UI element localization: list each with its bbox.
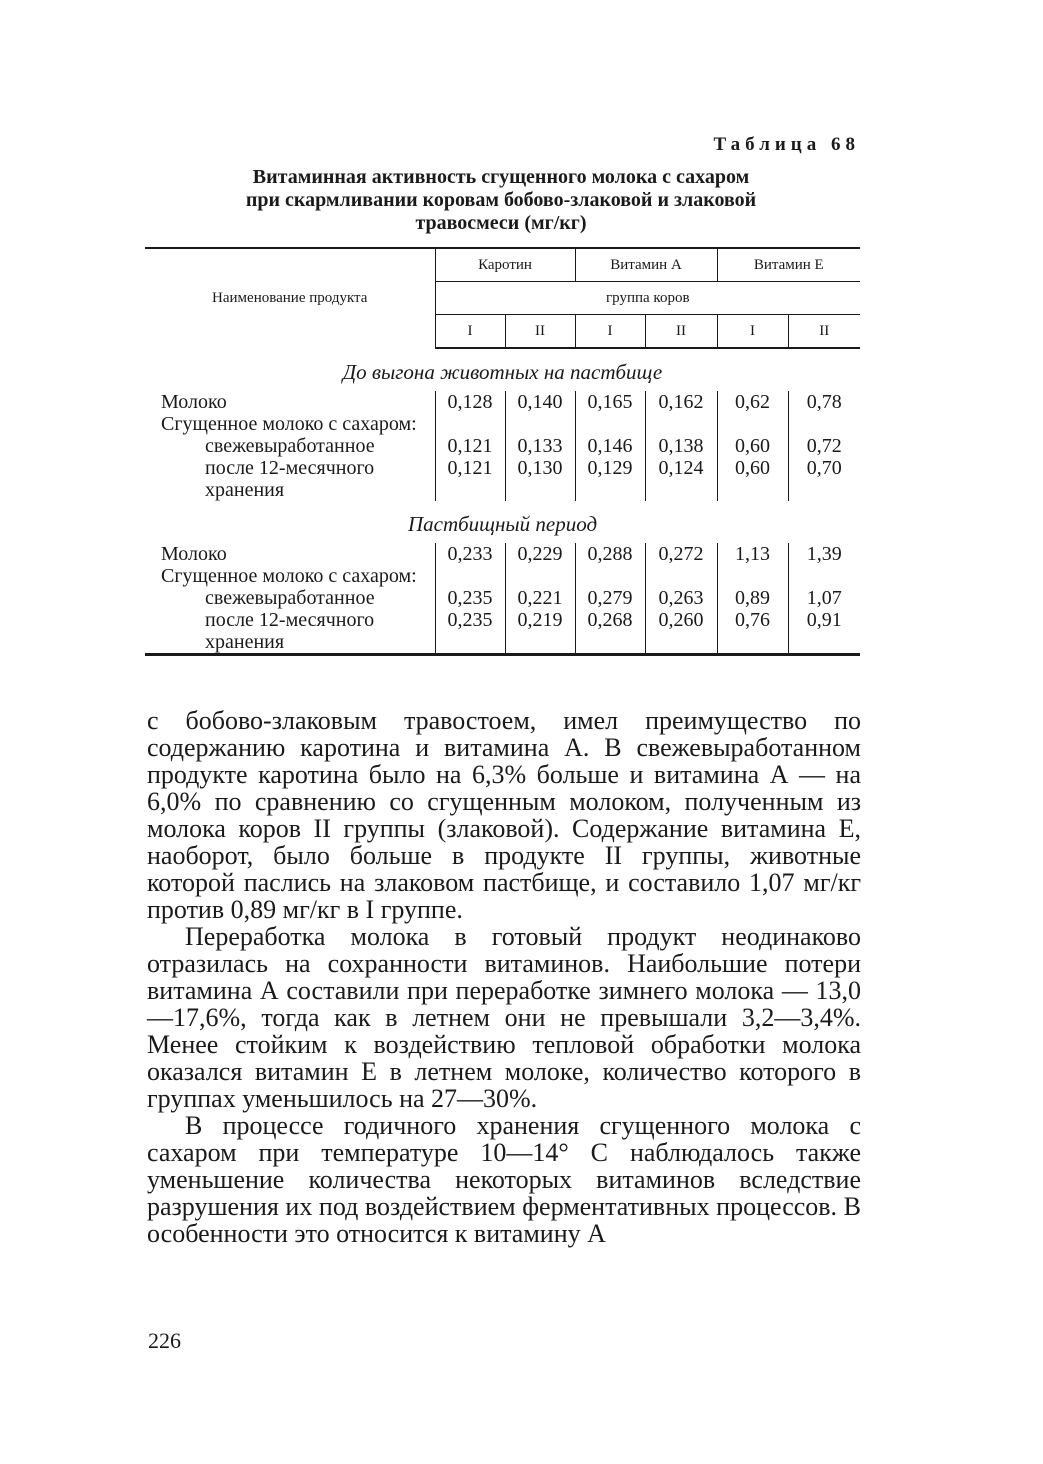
cell-value: 0,133 bbox=[505, 435, 575, 457]
cell-value: 0,165 bbox=[575, 391, 645, 413]
row-name: после 12-месячного хранения bbox=[145, 457, 435, 501]
cell-value: 0,219 bbox=[505, 609, 575, 655]
cell-value: 0,162 bbox=[645, 391, 717, 413]
cell-value: 0,121 bbox=[435, 435, 505, 457]
table-row bbox=[145, 587, 860, 609]
cell-value: 0,60 bbox=[717, 457, 788, 501]
row-name: Сгущенное молоко с сахаром: bbox=[145, 565, 435, 587]
column-header-vitamin-a: Витамин А bbox=[575, 248, 717, 282]
table-row bbox=[145, 413, 860, 435]
row-name: Молоко bbox=[145, 391, 435, 413]
cell-value: 0,260 bbox=[645, 609, 717, 655]
cell-value: 0,89 bbox=[717, 587, 788, 609]
cell-value: 1,07 bbox=[806, 587, 842, 609]
table-row bbox=[145, 391, 860, 413]
cell-value: 0,124 bbox=[645, 457, 717, 501]
cell-value: 0,229 bbox=[505, 543, 575, 565]
paragraph: с бобово-злаковым травостоем, имел преимущество по содержанию каротина и витамина А. В свежевыработанном продукте каротина было на 6,3% больше и витамина А — на 6,0% по сравнению со сгущенным молоком, полученным из молока коров II группы (злаковой). Содержание витамина Е, наоборот, было больше в продукте II группы, животные которой паслись на злаковом пастбище, и составило 1,07 мг/кг против 0,89 мг/кг в I группе. bbox=[147, 706, 861, 924]
table-row bbox=[145, 435, 860, 457]
caption-line-1: Витаминная активность сгущенного молока с сахаром bbox=[252, 166, 750, 188]
section-title: Пастбищный период bbox=[407, 512, 598, 536]
cell-value: 1,13 bbox=[717, 543, 788, 565]
cell-value: 0,272 bbox=[645, 543, 717, 565]
group-label: I bbox=[717, 315, 788, 349]
table-row bbox=[145, 609, 860, 655]
cell-value: 0,129 bbox=[575, 457, 645, 501]
page-number: 226 bbox=[148, 1328, 181, 1353]
cell-value: 0,233 bbox=[435, 543, 505, 565]
cell-value: 0,121 bbox=[435, 457, 505, 501]
row-name: Сгущенное молоко с сахаром: bbox=[145, 413, 435, 435]
cell-value: 0,235 bbox=[435, 609, 505, 655]
paragraph: Переработка молока в готовый продукт неодинаково отразилась на сохранности витаминов. Наибольшие потери витамина А составили при переработке зимнего молока — 13,0—17,6%, тогда как в летнем они не превышали 3,2—3,4%. Менее стойким к воздействию тепловой обработки молока оказался витамин Е в летнем молоке, количество которого в группах уменьшилось на 27—30%. bbox=[147, 922, 861, 1113]
group-label: II bbox=[645, 315, 717, 349]
cell-value: 0,62 bbox=[717, 391, 788, 413]
cell-value: 0,130 bbox=[505, 457, 575, 501]
group-label: II bbox=[788, 315, 860, 349]
cell-value: 0,221 bbox=[505, 587, 575, 609]
group-label: II bbox=[505, 315, 575, 349]
table-caption bbox=[145, 166, 857, 235]
cell-value: 0,140 bbox=[505, 391, 575, 413]
column-header-vitamin-e: Витамин Е bbox=[717, 248, 860, 282]
cell-value: 0,146 bbox=[575, 435, 645, 457]
cell-value: 0,70 bbox=[806, 457, 842, 479]
cell-value: 0,279 bbox=[575, 587, 645, 609]
cell-value: 0,60 bbox=[717, 435, 788, 457]
row-name: свежевыработанное bbox=[145, 435, 435, 457]
row-name: Молоко bbox=[145, 543, 435, 565]
cell-value: 0,91 bbox=[806, 609, 842, 631]
row-name: свежевыработанное bbox=[145, 587, 435, 609]
caption-line-2: при скармливании коровам бобово-злаковой и злаковой bbox=[245, 189, 757, 211]
cell-value: 1,39 bbox=[806, 543, 842, 565]
section-title: До выгона животных на пастбище bbox=[342, 360, 663, 384]
cell-value: 0,72 bbox=[806, 435, 842, 457]
cell-value: 0,78 bbox=[806, 391, 842, 413]
table-label: Таблица 68 bbox=[713, 134, 860, 155]
table-row bbox=[145, 457, 860, 501]
cell-value: 0,138 bbox=[645, 435, 717, 457]
cell-value: 0,263 bbox=[645, 587, 717, 609]
cell-value: 0,128 bbox=[435, 391, 505, 413]
paragraph: В процессе годичного хранения сгущенного молока с сахаром при температуре 10—14° С наблюдалось также уменьшение количества некоторых витаминов вследствие разрушения их под воздействием ферментативных процессов. В особенности это относится к витамину А bbox=[147, 1111, 861, 1248]
cell-value: 0,76 bbox=[717, 609, 788, 655]
table-row bbox=[145, 543, 860, 565]
cell-value: 0,268 bbox=[575, 609, 645, 655]
cell-value: 0,288 bbox=[575, 543, 645, 565]
group-label: I bbox=[575, 315, 645, 349]
body-text bbox=[147, 707, 861, 1247]
table-row bbox=[145, 565, 860, 587]
column-header-cow-group: группа коров bbox=[435, 282, 860, 315]
row-name: после 12-месячного хранения bbox=[145, 609, 435, 655]
vitamin-table bbox=[145, 247, 860, 656]
column-header-carotene: Каротин bbox=[435, 248, 575, 282]
group-label: I bbox=[435, 315, 505, 349]
column-header-product: Наименование продукта bbox=[145, 248, 435, 348]
caption-line-3: травосмеси (мг/кг) bbox=[415, 212, 587, 234]
cell-value: 0,235 bbox=[435, 587, 505, 609]
